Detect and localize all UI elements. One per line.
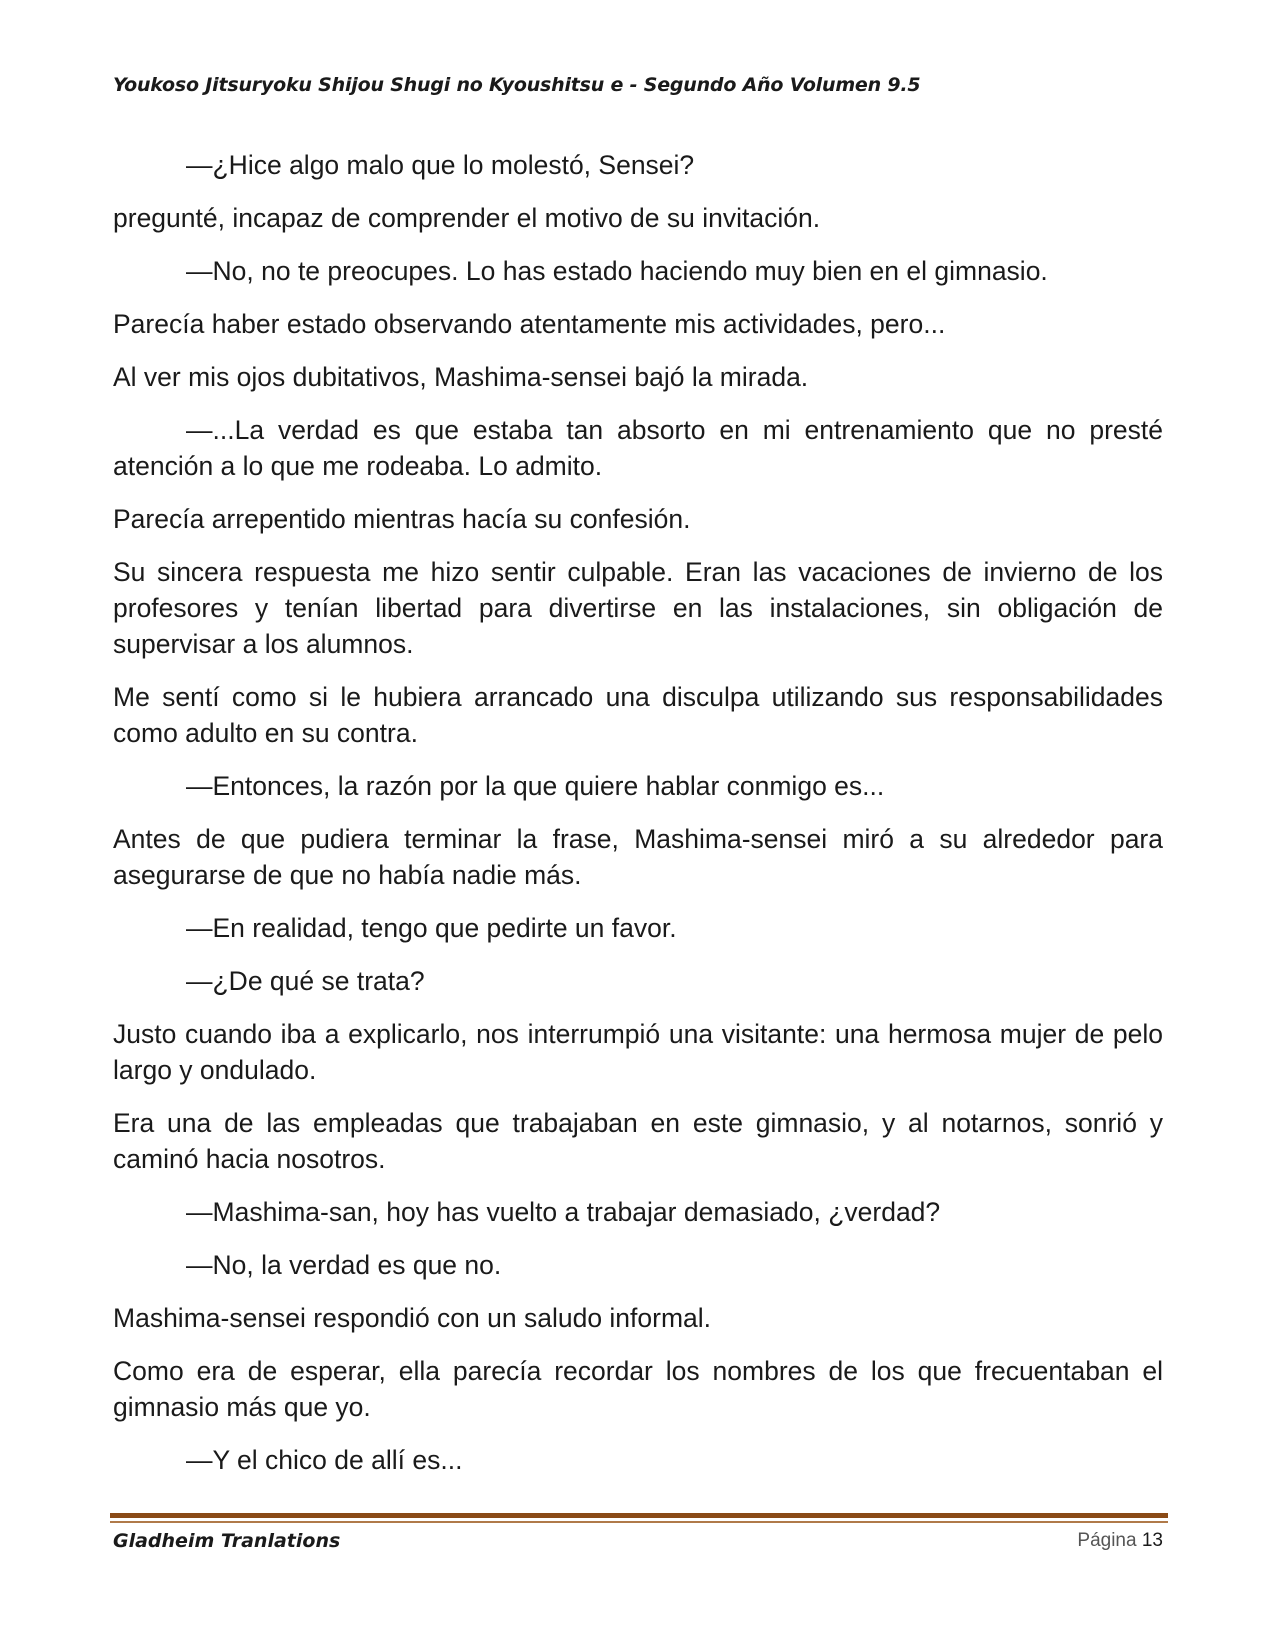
footer-credit: Gladheim Tranlations	[113, 1530, 341, 1552]
paragraph-narration: Parecía haber estado observando atentamente mis actividades, pero...	[113, 309, 946, 339]
paragraph-narration: Antes de que pudiera terminar la frase, Mashima-sensei miró a su alrededor para asegurarse de que no había nadie más.	[113, 824, 1163, 890]
paragraph-dialog: —¿Hice algo malo que lo molestó, Sensei?	[186, 150, 695, 180]
paragraph-narration: Era una de las empleadas que trabajaban en este gimnasio, y al notarnos, sonrió y caminó hacia nosotros.	[113, 1108, 1163, 1174]
paragraph-dialog: —Y el chico de allí es...	[186, 1445, 463, 1475]
paragraph-narration: Al ver mis ojos dubitativos, Mashima-sensei bajó la mirada.	[113, 362, 809, 392]
paragraph-narration: Parecía arrepentido mientras hacía su confesión.	[113, 504, 691, 534]
page-header-title: Youkoso Jitsuryoku Shijou Shugi no Kyoushitsu e - Segundo Año Volumen 9.5	[113, 74, 921, 96]
paragraph-dialog: —...La verdad es que estaba tan absorto en mi entrenamiento que no presté atención a lo que me rodeaba. Lo admito.	[113, 415, 1163, 481]
page-label: Página	[1077, 1530, 1137, 1551]
paragraph-dialog: —Mashima-san, hoy has vuelto a trabajar demasiado, ¿verdad?	[186, 1197, 941, 1227]
page-number-block	[1077, 1530, 1163, 1552]
footer-divider-thin	[110, 1521, 1168, 1523]
paragraph-narration: Justo cuando iba a explicarlo, nos interrumpió una visitante: una hermosa mujer de pelo largo y ondulado.	[113, 1019, 1163, 1085]
paragraph-dialog: —Entonces, la razón por la que quiere hablar conmigo es...	[186, 771, 885, 801]
paragraph-narration: pregunté, incapaz de comprender el motivo de su invitación.	[113, 203, 821, 233]
paragraph-narration: Su sincera respuesta me hizo sentir culpable. Eran las vacaciones de invierno de los profesores y tenían libertad para divertirse en las instalaciones, sin obligación de supervisar a los alumnos.	[113, 557, 1163, 659]
paragraph-dialog: —En realidad, tengo que pedirte un favor.	[186, 913, 677, 943]
paragraph-narration: Como era de esperar, ella parecía recordar los nombres de los que frecuentaban el gimnasio más que yo.	[113, 1356, 1163, 1422]
paragraph-dialog: —No, la verdad es que no.	[186, 1250, 502, 1280]
paragraph-narration: Mashima-sensei respondió con un saludo informal.	[113, 1303, 712, 1333]
footer-divider-thick	[110, 1513, 1168, 1518]
page-number: 13	[1141, 1530, 1163, 1551]
paragraph-dialog: —No, no te preocupes. Lo has estado haciendo muy bien en el gimnasio.	[186, 256, 1048, 286]
paragraph-dialog: —¿De qué se trata?	[186, 966, 425, 996]
chapter-body	[113, 147, 1163, 1495]
paragraph-narration: Me sentí como si le hubiera arrancado una disculpa utilizando sus responsabilidades como adulto en su contra.	[113, 682, 1163, 748]
